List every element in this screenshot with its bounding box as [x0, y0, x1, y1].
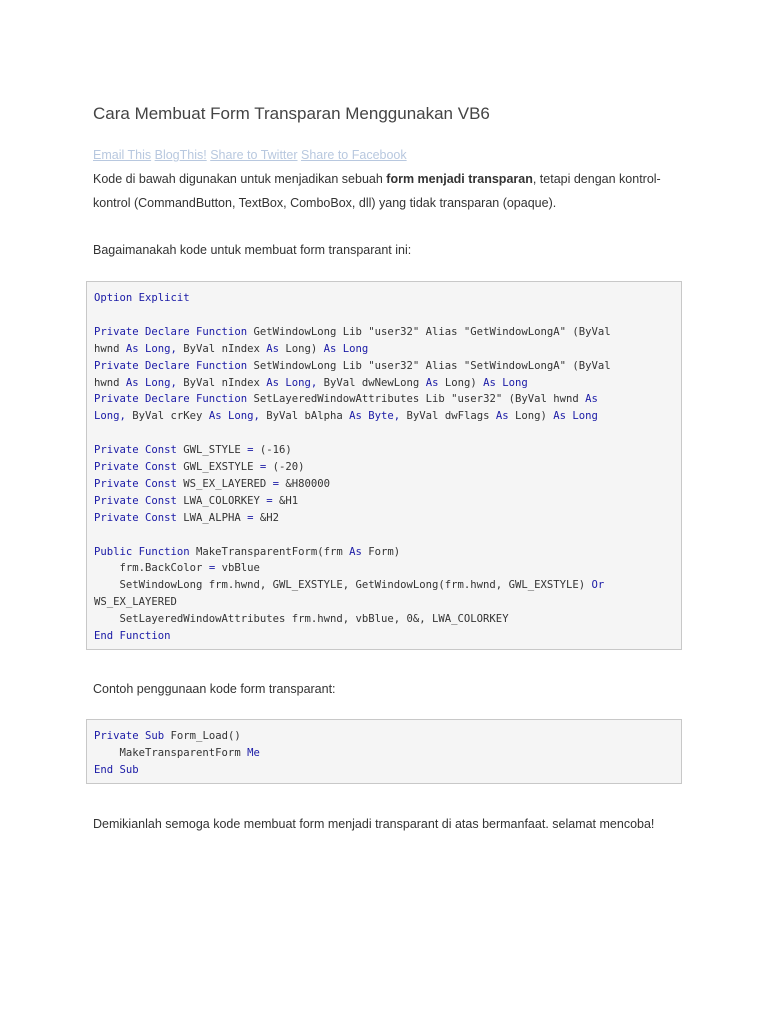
- code-line: [94, 594, 675, 611]
- share-to-twitter-link[interactable]: Share to Twitter: [210, 148, 298, 162]
- code-keyword: Private Declare Function: [94, 393, 248, 406]
- code-text: &H1: [272, 494, 299, 507]
- code-text: ByVal bAlpha: [259, 410, 350, 423]
- code-keyword: As Long,: [208, 410, 260, 423]
- share-links: [93, 148, 407, 162]
- code-line: [94, 358, 675, 375]
- code-keyword: Private Const: [94, 444, 177, 457]
- code-line: [94, 375, 675, 392]
- code-text: ByVal nIndex: [176, 376, 267, 389]
- intro-text-before: Kode di bawah digunakan untuk menjadikan sebuah: [93, 172, 387, 186]
- code-text: hwnd: [94, 376, 126, 389]
- code-text: (-20): [266, 461, 305, 474]
- code-keyword: Private Declare Function: [94, 359, 248, 372]
- code-line: [94, 728, 675, 745]
- intro-text-after: , tetapi dengan kontrol-kontrol (CommandButton, TextBox, ComboBox, dll) yang tidak transparan (opaque).: [93, 172, 661, 210]
- code-text: SetLayeredWindowAttributes Lib "user32" (ByVal hwnd: [247, 393, 586, 406]
- share-to-facebook-link[interactable]: Share to Facebook: [301, 148, 407, 162]
- code-line: [94, 324, 675, 341]
- code-text: LWA_ALPHA: [176, 511, 248, 524]
- code-text: vbBlue: [215, 562, 260, 575]
- code-line: [94, 459, 675, 476]
- code-text: &H80000: [278, 477, 331, 490]
- code-keyword: Private Const: [94, 461, 177, 474]
- code-text: GetWindowLong Lib "user32" Alias "GetWindowLongA" (ByVal: [247, 325, 611, 338]
- code-line: [94, 391, 675, 408]
- code-text: MakeTransparentForm: [94, 746, 248, 759]
- closing-paragraph: Demikianlah semoga kode membuat form menjadi transparant di atas bermanfaat. selamat mencoba!: [93, 817, 655, 831]
- code-line: [94, 425, 675, 442]
- code-text: SetLayeredWindowAttributes frm.hwnd, vbBlue, 0&, LWA_COLORKEY: [94, 613, 509, 626]
- code-keyword: =: [266, 494, 273, 507]
- code-keyword: Or: [591, 579, 605, 592]
- code-keyword: As Long,: [125, 342, 177, 355]
- code-keyword: =: [247, 511, 254, 524]
- email-this-link[interactable]: Email This: [93, 148, 152, 162]
- code-line: [94, 493, 675, 510]
- code-keyword: As: [349, 545, 362, 558]
- code-line: [94, 544, 675, 561]
- code-keyword: As: [495, 410, 509, 423]
- code-text: (-16): [253, 444, 292, 457]
- code-line: [94, 408, 675, 425]
- code-line: [94, 442, 675, 459]
- code-text: WS_EX_LAYERED: [94, 596, 177, 609]
- code-keyword: =: [272, 477, 279, 490]
- code-text: frm.BackColor: [94, 562, 209, 575]
- code-line: [94, 476, 675, 493]
- code-keyword: As: [266, 342, 279, 355]
- code-keyword: As Long: [323, 342, 369, 355]
- code-text: SetWindowLong Lib "user32" Alias "SetWindowLongA" (ByVal: [247, 359, 611, 372]
- code-keyword: Option Explicit: [94, 292, 190, 304]
- code-keyword: Private Const: [94, 511, 177, 524]
- code-text: Long): [278, 342, 324, 355]
- code-text: ByVal dwNewLong: [317, 376, 426, 389]
- code-keyword: As Long: [483, 376, 528, 389]
- code-keyword: Private Const: [94, 477, 177, 490]
- code-line: [94, 307, 675, 324]
- code-text: WS_EX_LAYERED: [176, 477, 273, 490]
- code-keyword: Me: [247, 746, 260, 759]
- code-keyword: As Long: [553, 410, 598, 423]
- code-line: [94, 560, 675, 577]
- code-keyword: Private Const: [94, 494, 177, 507]
- code-line: [94, 762, 675, 779]
- code-keyword: =: [259, 461, 267, 474]
- code-keyword: Public Function: [94, 545, 190, 558]
- code-text: ByVal nIndex: [176, 342, 267, 355]
- code-text: hwnd: [94, 342, 126, 355]
- code-line: [94, 745, 675, 762]
- code-text: Form_Load(): [164, 730, 241, 742]
- code-keyword: As: [425, 376, 439, 389]
- code-text: Long): [508, 410, 554, 423]
- code-text: &H2: [253, 511, 279, 524]
- code-text: Long): [438, 376, 484, 389]
- code-keyword: Private Sub: [94, 730, 165, 742]
- code-block-usage: [86, 719, 682, 784]
- article-title: Cara Membuat Form Transparan Menggunakan VB6: [93, 104, 490, 123]
- code-text: ByVal dwFlags: [400, 410, 496, 423]
- code-keyword: Long,: [94, 410, 126, 423]
- code-line: [94, 628, 675, 645]
- question-paragraph: Bagaimanakah kode untuk membuat form transparant ini:: [93, 243, 412, 257]
- code-text: GWL_EXSTYLE: [176, 461, 260, 474]
- code-text: LWA_COLORKEY: [176, 494, 267, 507]
- usage-label: Contoh penggunaan kode form transparant:: [93, 682, 336, 696]
- code-line: [94, 611, 675, 628]
- code-text: GWL_STYLE: [176, 444, 248, 457]
- blogthis-link[interactable]: BlogThis!: [154, 148, 207, 162]
- code-keyword: As Long,: [266, 376, 318, 389]
- code-keyword: =: [247, 444, 254, 457]
- code-keyword: End Sub: [94, 763, 139, 776]
- code-keyword: As Byte,: [349, 410, 401, 423]
- code-text: Form): [361, 545, 401, 558]
- code-keyword: As Long,: [125, 376, 177, 389]
- code-block-declarations: [86, 281, 682, 650]
- code-line: [94, 577, 675, 594]
- intro-bold-text: form menjadi transparan: [386, 172, 533, 186]
- code-text: MakeTransparentForm(frm: [189, 545, 350, 558]
- code-text: SetWindowLong frm.hwnd, GWL_EXSTYLE, GetWindowLong(frm.hwnd, GWL_EXSTYLE): [94, 579, 592, 592]
- code-line: [94, 290, 675, 307]
- code-text: ByVal crKey: [125, 410, 209, 423]
- code-keyword: =: [208, 562, 216, 575]
- intro-paragraph: [93, 167, 683, 215]
- code-line: [94, 510, 675, 527]
- code-keyword: Private Declare Function: [94, 325, 248, 338]
- code-line: [94, 527, 675, 544]
- code-line: [94, 341, 675, 358]
- code-keyword: End Function: [94, 630, 171, 643]
- code-keyword: As: [585, 393, 598, 406]
